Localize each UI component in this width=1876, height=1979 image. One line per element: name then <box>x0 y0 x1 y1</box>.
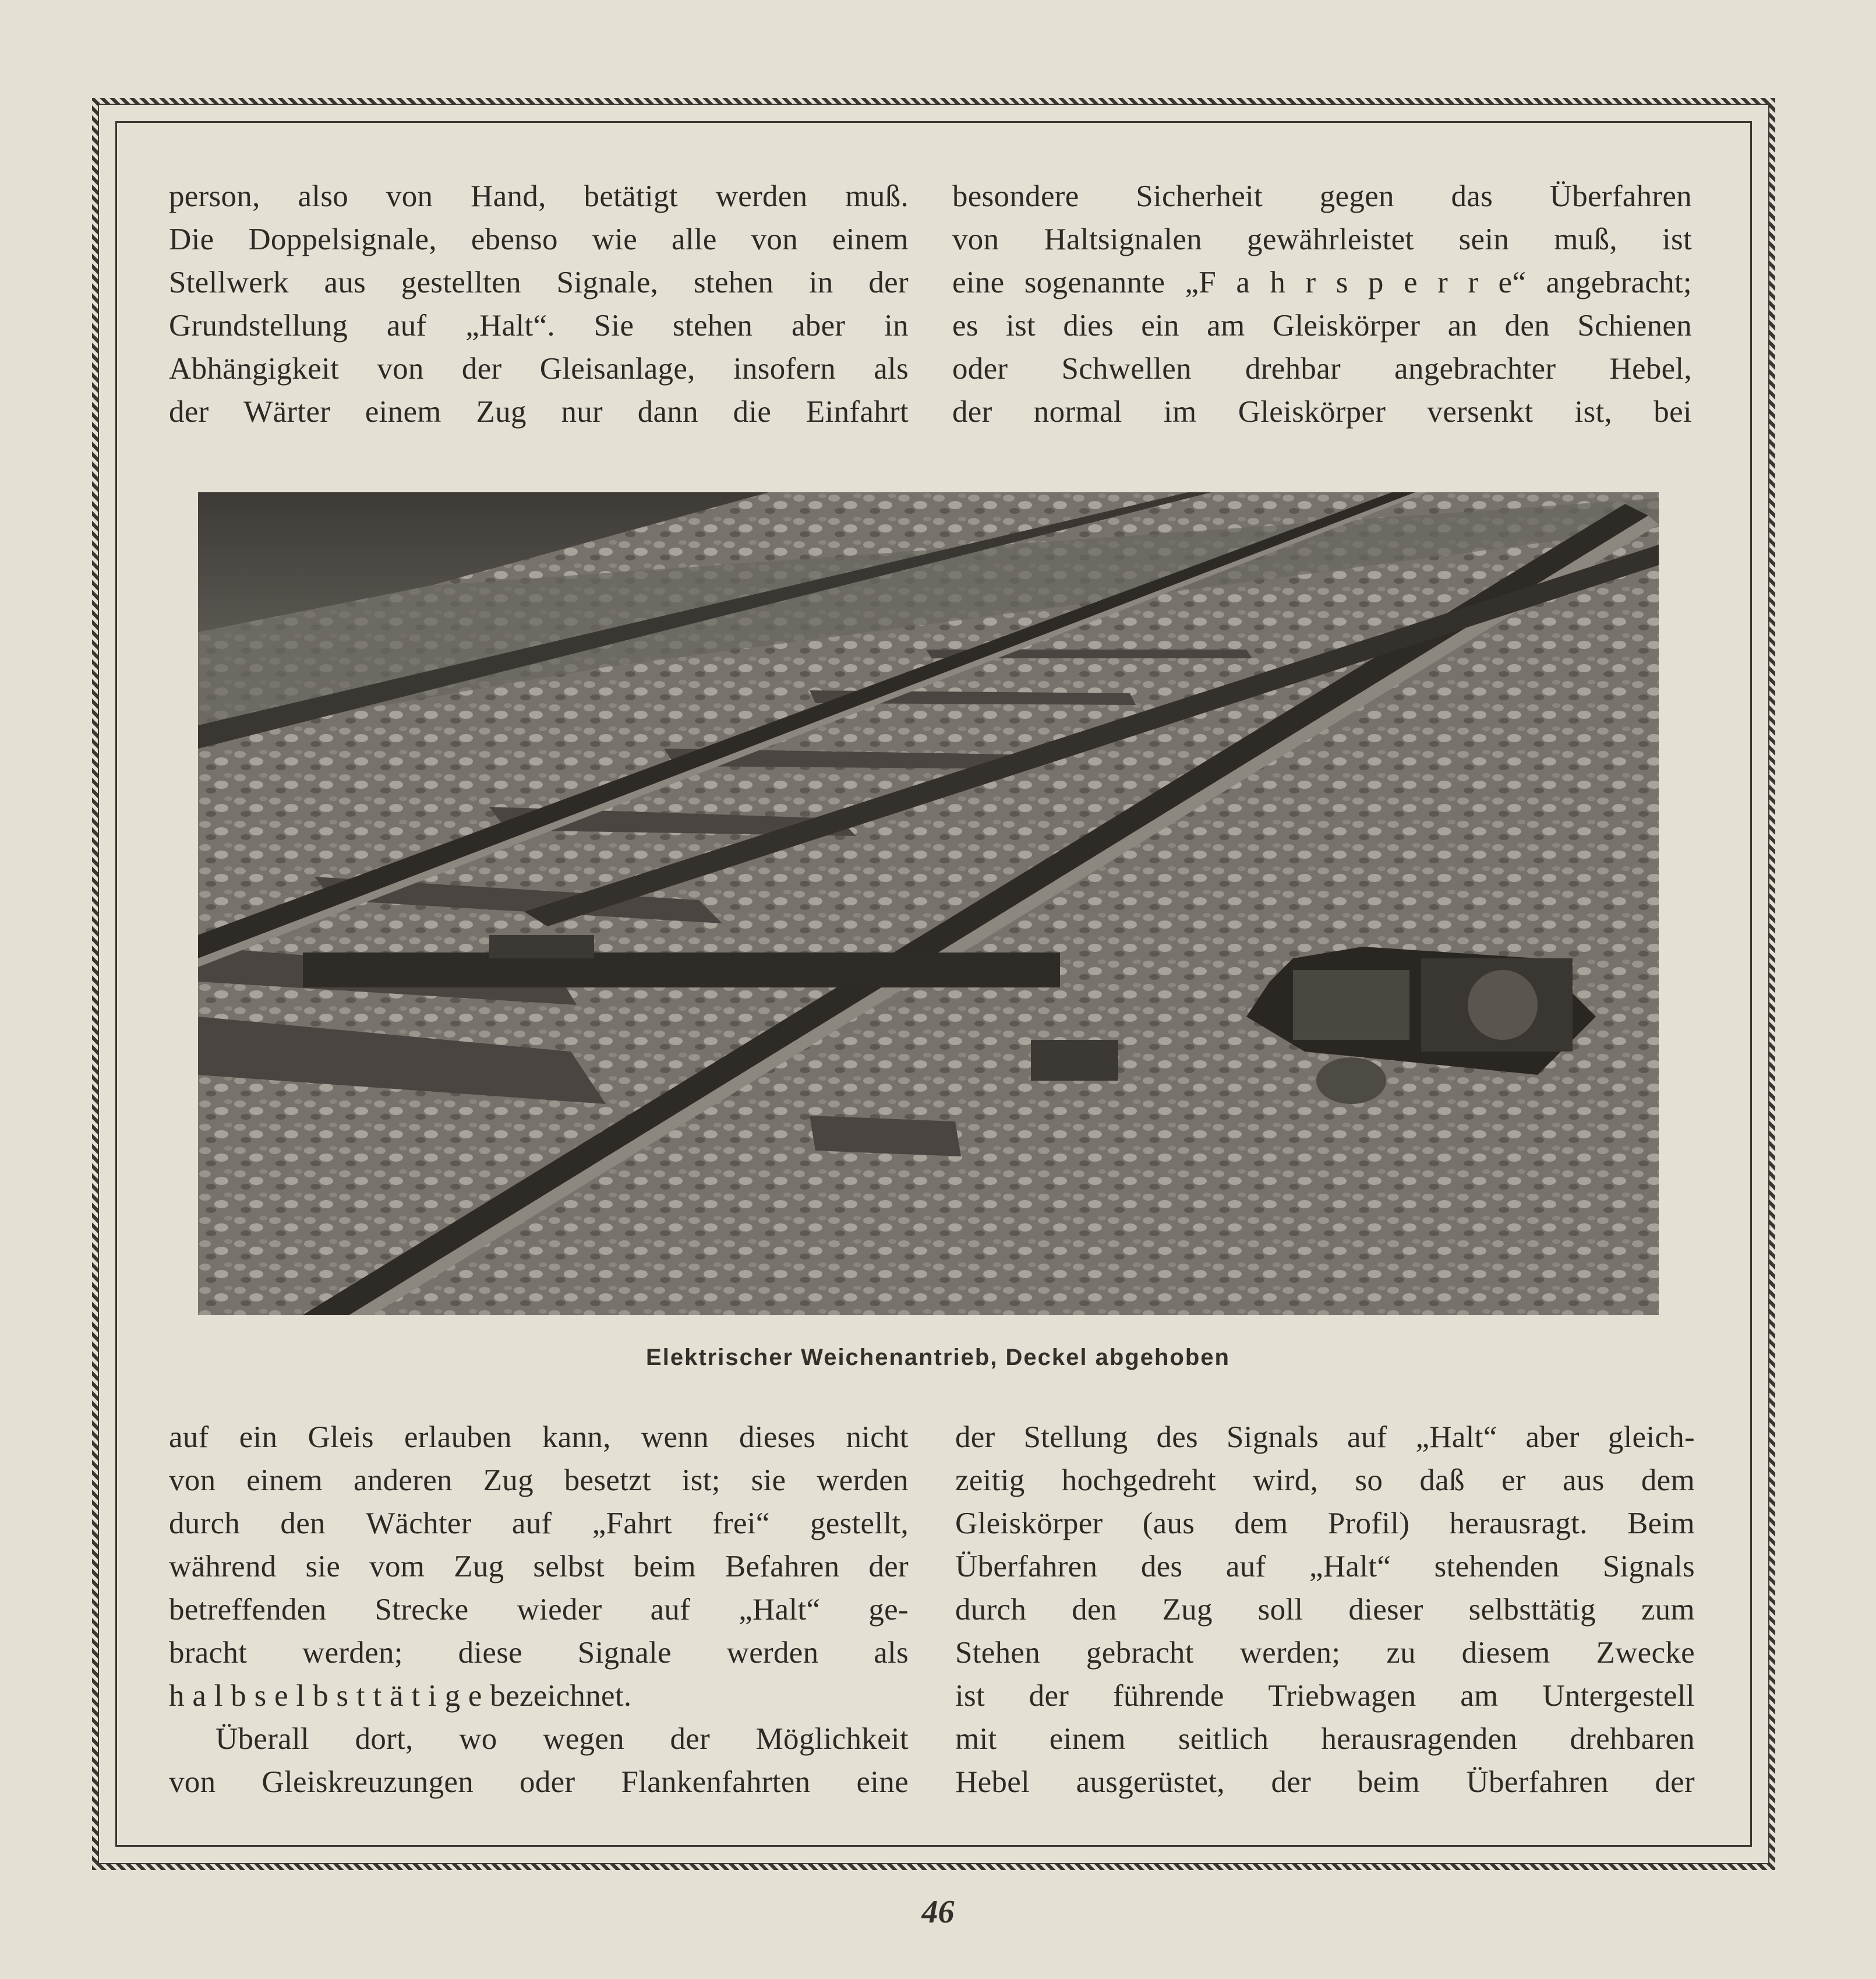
text-line: Überfahren des auf „Halt“ stehenden Signals <box>955 1550 1695 1583</box>
text-line: durch den Wächter auf „Fahrt frei“ gestellt, <box>169 1507 909 1540</box>
text-line: von Haltsignalen gewährleistet sein muß, ist <box>952 223 1692 256</box>
railway-switch-photo <box>198 492 1659 1315</box>
text-line: Abhängigkeit von der Gleisanlage, insofern als <box>169 352 909 386</box>
text-line: ist der führende Triebwagen am Untergestell <box>955 1679 1695 1713</box>
text-line: eine sogenannte „F a h r s p e r r e“ angebracht; <box>952 266 1692 299</box>
figure-caption: Elektrischer Weichenantrieb, Deckel abgehoben <box>646 1345 1230 1370</box>
text-line: der Wärter einem Zug nur dann die Einfahrt <box>169 395 909 429</box>
text-line: der Stellung des Signals auf „Halt“ aber gleich- <box>955 1420 1695 1454</box>
text-line: mit einem seitlich herausragenden drehbaren <box>955 1722 1695 1756</box>
text-column-top-left <box>169 175 909 433</box>
text-line: besondere Sicherheit gegen das Überfahren <box>952 179 1692 213</box>
text-line: bracht werden; diese Signale werden als <box>169 1636 909 1670</box>
text-line: Gleiskörper (aus dem Profil) herausragt. Beim <box>955 1507 1695 1540</box>
text-line: Stellwerk aus gestellten Signale, stehen in der <box>169 266 909 299</box>
text-line: es ist dies ein am Gleiskörper an den Schienen <box>952 309 1692 343</box>
text-line: zeitig hochgedreht wird, so daß er aus dem <box>955 1463 1695 1497</box>
text-column-bottom-right <box>955 1416 1695 1804</box>
text-line: von Gleiskreuzungen oder Flankenfahrten eine <box>169 1765 909 1799</box>
text-line: Grundstellung auf „Halt“. Sie stehen aber in <box>169 309 909 343</box>
text-line: Hebel ausgerüstet, der beim Überfahren der <box>955 1765 1695 1799</box>
text-line: betreffenden Strecke wieder auf „Halt“ ge- <box>169 1593 909 1627</box>
text-line: Überall dort, wo wegen der Möglichkeit <box>215 1722 909 1756</box>
text-line: durch den Zug soll dieser selbsttätig zum <box>955 1593 1695 1627</box>
text-line: person, also von Hand, betätigt werden muß. <box>169 179 909 213</box>
text-line: h a l b s e l b s t t ä t i g e bezeichnet. <box>169 1679 632 1713</box>
text-line: während sie vom Zug selbst beim Befahren der <box>169 1550 909 1583</box>
text-column-top-right <box>952 175 1692 433</box>
text-line: Stehen gebracht werden; zu diesem Zwecke <box>955 1636 1695 1670</box>
text-line: auf ein Gleis erlauben kann, wenn dieses nicht <box>169 1420 909 1454</box>
text-line: oder Schwellen drehbar angebrachter Hebel, <box>952 352 1692 386</box>
text-column-bottom-left <box>169 1416 909 1804</box>
text-line: der normal im Gleiskörper versenkt ist, bei <box>952 395 1692 429</box>
text-line: von einem anderen Zug besetzt ist; sie werden <box>169 1463 909 1497</box>
page-number: 46 <box>921 1894 955 1930</box>
text-line: Die Doppelsignale, ebenso wie alle von einem <box>169 223 909 256</box>
